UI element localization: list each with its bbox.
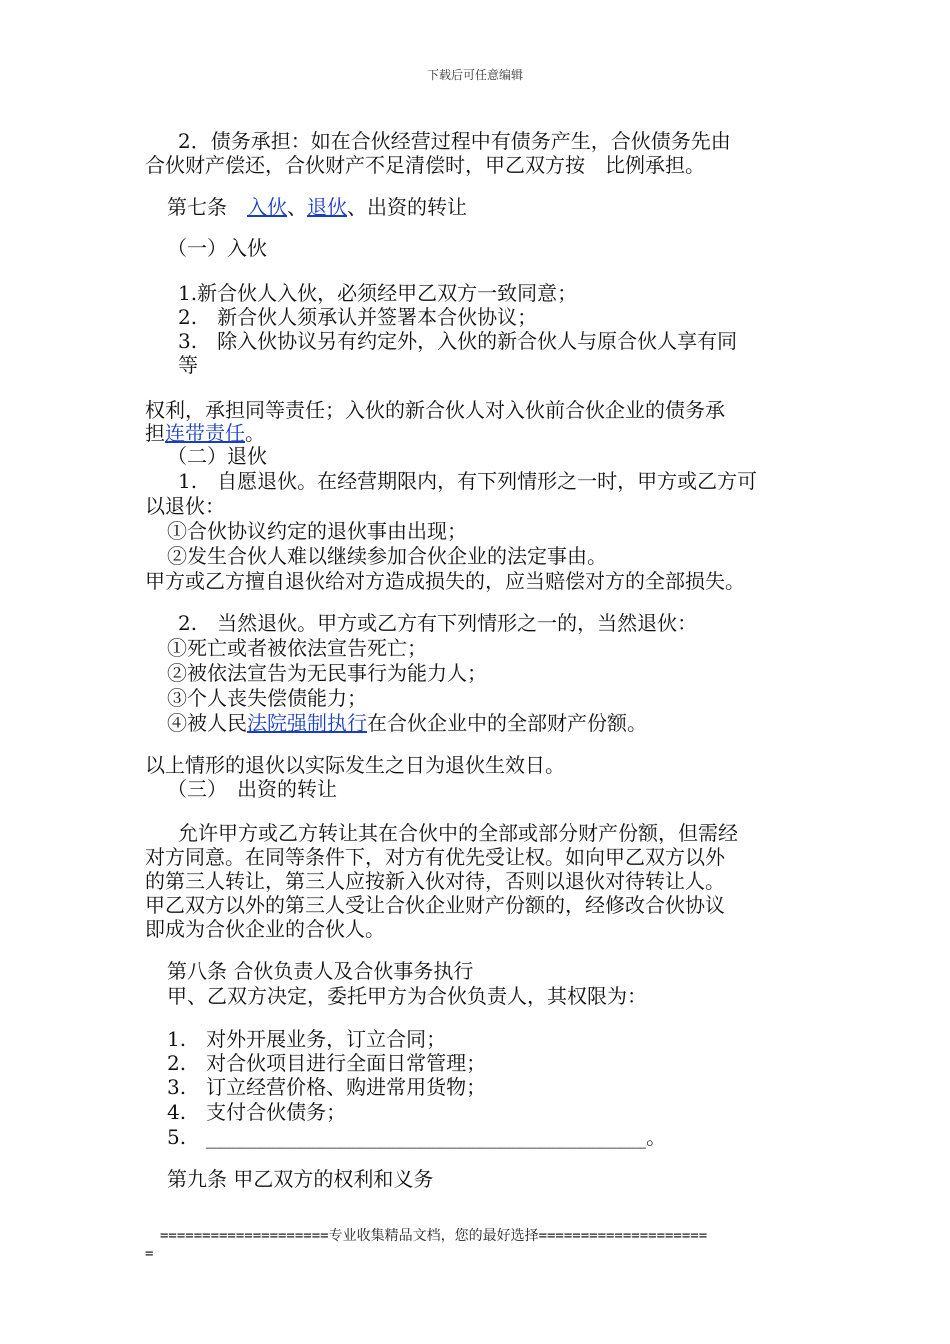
paragraph-line: 的第三人转让，第三人应按新入伙对待，否则以退伙对待转让人。	[145, 869, 725, 893]
list-item-blank: 5. ____________________________________________。	[167, 1125, 667, 1149]
link-joint-liability[interactable]: 连带责任	[165, 421, 245, 445]
paragraph-line: 合伙财产偿还，合伙财产不足清偿时，甲乙双方按 比例承担。	[145, 153, 705, 177]
text-segment: 。	[245, 421, 265, 445]
sub-item: ②被依法宣告为无民事行为能力人；	[167, 661, 487, 685]
article-7-separator: 、	[287, 195, 307, 219]
text-segment: ④被人民	[167, 711, 247, 735]
list-item: 1.新合伙人入伙，必须经甲乙双方一致同意；	[178, 281, 578, 305]
paragraph-line: 对方同意。在同等条件下，对方有优先受让权。如向甲乙双方以外	[145, 845, 725, 869]
list-item: 2. 新合伙人须承认并签署本合伙协议；	[178, 305, 538, 329]
text-segment: 在合伙企业中的全部财产份额。	[367, 711, 647, 735]
article-7-heading	[167, 194, 467, 220]
list-item: 4. 支付合伙债务；	[167, 1100, 347, 1124]
paragraph-line: 即成为合伙企业的合伙人。	[145, 917, 385, 941]
section-2-title: （二）退伙	[167, 444, 267, 468]
page-header: 下载后可任意编辑	[426, 68, 523, 82]
list-item-continuation: 等	[178, 353, 198, 377]
footer-line: ====================专业收集精品文档，您的最好选择====================	[160, 1228, 708, 1244]
list-item-continuation: 以退伙：	[145, 494, 225, 518]
sub-item: ①死亡或者被依法宣告死亡；	[167, 636, 427, 660]
paragraph-line: 甲方或乙方擅自退伙给对方造成损失的，应当赔偿对方的全部损失。	[145, 569, 745, 593]
article-9-heading: 第九条 甲乙双方的权利和义务	[167, 1167, 434, 1191]
list-item: 1. 自愿退伙。在经营期限内，有下列情形之一时，甲方或乙方可	[178, 469, 758, 493]
sub-item: ②发生合伙人难以继续参加合伙企业的法定事由。	[167, 544, 607, 568]
list-item: 1. 对外开展业务，订立合同；	[167, 1027, 447, 1051]
paragraph-line: 2．债务承担：如在合伙经营过程中有债务产生，合伙债务先由	[178, 129, 731, 153]
paragraph-line: 以上情形的退伙以实际发生之日为退伙生效日。	[145, 753, 565, 777]
link-court-enforcement[interactable]: 法院强制执行	[247, 711, 367, 735]
link-join-partnership[interactable]: 入伙	[247, 195, 287, 219]
link-withdraw-partnership[interactable]: 退伙	[307, 195, 347, 219]
list-item: 3. 订立经营价格、购进常用货物；	[167, 1075, 487, 1099]
paragraph-line: 甲、乙双方决定，委托甲方为合伙负责人，其权限为：	[167, 984, 647, 1008]
list-item: 3. 除入伙协议另有约定外，入伙的新合伙人与原合伙人享有同	[178, 329, 738, 353]
paragraph-line: 甲乙双方以外的第三人受让合伙企业财产份额的，经修改合伙协议	[145, 893, 725, 917]
article-8-heading: 第八条 合伙负责人及合伙事务执行	[167, 959, 474, 983]
footer-line: =	[145, 1246, 154, 1262]
article-7-prefix: 第七条	[167, 195, 247, 219]
sub-item	[167, 710, 647, 736]
section-1-title: （一）入伙	[167, 236, 267, 260]
section-3-title: （三） 出资的转让	[167, 777, 337, 801]
text-segment: 担	[145, 421, 165, 445]
article-7-suffix: 、出资的转让	[347, 195, 467, 219]
sub-item: ③个人丧失偿债能力；	[167, 686, 367, 710]
list-item: 2. 对合伙项目进行全面日常管理；	[167, 1051, 487, 1075]
sub-item: ①合伙协议约定的退伙事由出现；	[167, 519, 467, 543]
list-item: 2. 当然退伙。甲方或乙方有下列情形之一的，当然退伙：	[178, 611, 698, 635]
paragraph-line: 允许甲方或乙方转让其在合伙中的全部或部分财产份额，但需经	[178, 821, 738, 845]
paragraph-line: 权利，承担同等责任；入伙的新合伙人对入伙前合伙企业的债务承	[145, 398, 725, 422]
